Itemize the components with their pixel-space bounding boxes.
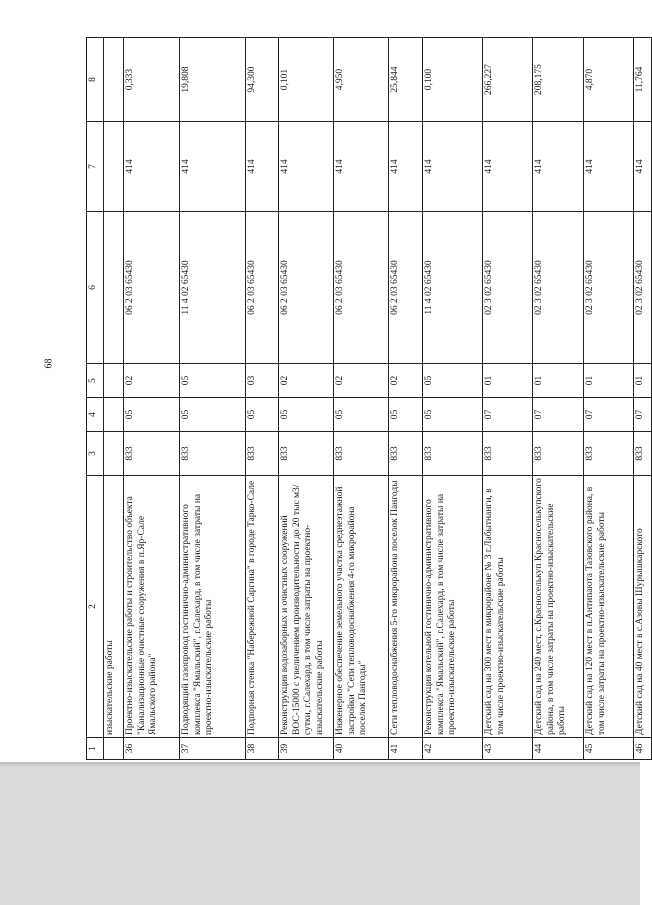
code-section: 05 — [246, 398, 279, 432]
code-target: 02 3 02 65430 — [483, 212, 533, 364]
header-cell: 5 — [87, 364, 104, 398]
code-subsection: 02 — [279, 364, 334, 398]
code-expense-type: 414 — [389, 122, 423, 212]
code-target: 02 3 02 65430 — [533, 212, 584, 364]
object-name: Подпорная стенка "Набережной Саргина" в городе Тарко-Сале — [246, 476, 279, 738]
code-subsection: 02 — [334, 364, 389, 398]
table-row — [584, 38, 634, 760]
row-number: 46 — [634, 738, 652, 760]
object-name: Проектно-изыскательские работы и строительство объекта "Канализационные очистные сооружения в п.Яр-Сале Ямальского района" — [124, 476, 180, 738]
code-ministry: 833 — [584, 432, 634, 476]
amount: 0,333 — [124, 38, 180, 122]
code-subsection: 01 — [634, 364, 652, 398]
code-section: 07 — [584, 398, 634, 432]
page-number: 68 — [43, 358, 55, 369]
table-row — [180, 38, 246, 760]
code-target: 11 4 02 65430 — [423, 212, 483, 364]
code-expense-type: 414 — [334, 122, 389, 212]
code-expense-type: 414 — [634, 122, 652, 212]
amount: 4,950 — [334, 38, 389, 122]
table-row — [124, 38, 180, 760]
row-number: 39 — [279, 738, 334, 760]
rotated-table-wrapper — [86, 38, 645, 760]
code-section: 07 — [483, 398, 533, 432]
code-subsection: 03 — [246, 364, 279, 398]
code-expense-type: 414 — [180, 122, 246, 212]
code-expense-type: 414 — [124, 122, 180, 212]
code-ministry: 833 — [634, 432, 652, 476]
budget-table — [86, 37, 652, 760]
code-expense-type: 414 — [584, 122, 634, 212]
header-cell: 7 — [87, 122, 104, 212]
table-row — [279, 38, 334, 760]
amount: 4,870 — [584, 38, 634, 122]
continuation-row — [104, 38, 124, 760]
object-name: Реконструкция водозаборных и очистных сооружений ВОС-15000 с увеличением производительности до 20 тыс м3/сутки, г.Салехард, в том числе затраты на проектно-изыскательские работы — [279, 476, 334, 738]
code-subsection: 01 — [533, 364, 584, 398]
row-number: 38 — [246, 738, 279, 760]
code-subsection: 02 — [124, 364, 180, 398]
code-expense-type: 414 — [423, 122, 483, 212]
code-target: 11 4 02 65430 — [180, 212, 246, 364]
row-number: 36 — [124, 738, 180, 760]
code-target: 06 2 03 65430 — [334, 212, 389, 364]
table-row — [334, 38, 389, 760]
code-ministry: 833 — [180, 432, 246, 476]
code-section: 05 — [334, 398, 389, 432]
table-row — [389, 38, 423, 760]
object-name: Реконструкция котельной гостинично-административного комплекса "Ямальский", г.Салехард, в том числе затраты на проектно-изыскательские работы — [423, 476, 483, 738]
row-number: 45 — [584, 738, 634, 760]
header-cell: 8 — [87, 38, 104, 122]
object-name: Детский сад на 300 мест в микрорайоне № 3 г.Лабытнанги, в том числе проектно-изыскательские работы — [483, 476, 533, 738]
table-row — [423, 38, 483, 760]
amount: 19,808 — [180, 38, 246, 122]
header-cell: 6 — [87, 212, 104, 364]
header-cell: 3 — [87, 432, 104, 476]
code-ministry: 833 — [533, 432, 584, 476]
code-subsection: 05 — [423, 364, 483, 398]
header-cell: 2 — [87, 476, 104, 738]
code-ministry: 833 — [389, 432, 423, 476]
table-row — [483, 38, 533, 760]
code-section: 05 — [279, 398, 334, 432]
header-cell: 4 — [87, 398, 104, 432]
amount: 208,175 — [533, 38, 584, 122]
code-target: 06 2 03 65430 — [124, 212, 180, 364]
row-number: 41 — [389, 738, 423, 760]
code-ministry: 833 — [483, 432, 533, 476]
scanner-background — [0, 762, 640, 905]
amount: 25,844 — [389, 38, 423, 122]
object-name: Детский сад на 40 мест в с.Азовы Шурышкарского — [634, 476, 652, 738]
object-name: Детский сад на 120 мест в п.Антипаюта Тазовского района, в том числе затраты на проектно-изыскательские работы — [584, 476, 634, 738]
code-subsection: 05 — [180, 364, 246, 398]
amount: 0,100 — [423, 38, 483, 122]
row-number: 37 — [180, 738, 246, 760]
code-expense-type: 414 — [483, 122, 533, 212]
code-section: 07 — [533, 398, 584, 432]
code-section: 05 — [423, 398, 483, 432]
code-subsection: 02 — [389, 364, 423, 398]
code-expense-type: 414 — [279, 122, 334, 212]
code-expense-type: 414 — [533, 122, 584, 212]
amount: 0,101 — [279, 38, 334, 122]
code-target: 06 2 03 65430 — [389, 212, 423, 364]
code-target: 02 3 02 65430 — [584, 212, 634, 364]
code-section: 05 — [389, 398, 423, 432]
document-sheet — [86, 38, 645, 760]
table-row — [246, 38, 279, 760]
code-subsection: 01 — [483, 364, 533, 398]
continuation-text: изыскательские работы — [104, 476, 124, 738]
code-ministry: 833 — [423, 432, 483, 476]
amount: 266,227 — [483, 38, 533, 122]
code-ministry: 833 — [246, 432, 279, 476]
code-section: 05 — [180, 398, 246, 432]
row-number: 42 — [423, 738, 483, 760]
code-target: 06 2 03 65430 — [246, 212, 279, 364]
amount: 94,300 — [246, 38, 279, 122]
code-target: 02 3 02 65430 — [634, 212, 652, 364]
row-number: 43 — [483, 738, 533, 760]
row-number: 40 — [334, 738, 389, 760]
code-expense-type: 414 — [246, 122, 279, 212]
code-section: 05 — [124, 398, 180, 432]
code-ministry: 833 — [279, 432, 334, 476]
amount: 11,764 — [634, 38, 652, 122]
object-name: Инженерное обеспечение земельного участка среднеэтажной застройки "Сети тепловодоснабжения 4-го микрорайона поселок Пангоды" — [334, 476, 389, 738]
object-name: Сети тепловодоснабжения 5-го микрорайона поселок Пангоды — [389, 476, 423, 738]
object-name: Детский сад на 240 мест, с.Красноселькуп Красноселькупского района, в том числе затраты на проектно-изыскательские работы — [533, 476, 584, 738]
table-row — [634, 38, 652, 760]
column-number-row — [87, 38, 104, 760]
code-target: 06 2 03 65430 — [279, 212, 334, 364]
object-name: Подводящий газопровод гостинично-административного комплекса "Ямальский", г.Салехард, в том числе затраты на проектно-изыскательские работы — [180, 476, 246, 738]
header-cell: 1 — [87, 738, 104, 760]
table-row — [533, 38, 584, 760]
row-number: 44 — [533, 738, 584, 760]
code-subsection: 01 — [584, 364, 634, 398]
code-ministry: 833 — [124, 432, 180, 476]
code-section: 07 — [634, 398, 652, 432]
code-ministry: 833 — [334, 432, 389, 476]
